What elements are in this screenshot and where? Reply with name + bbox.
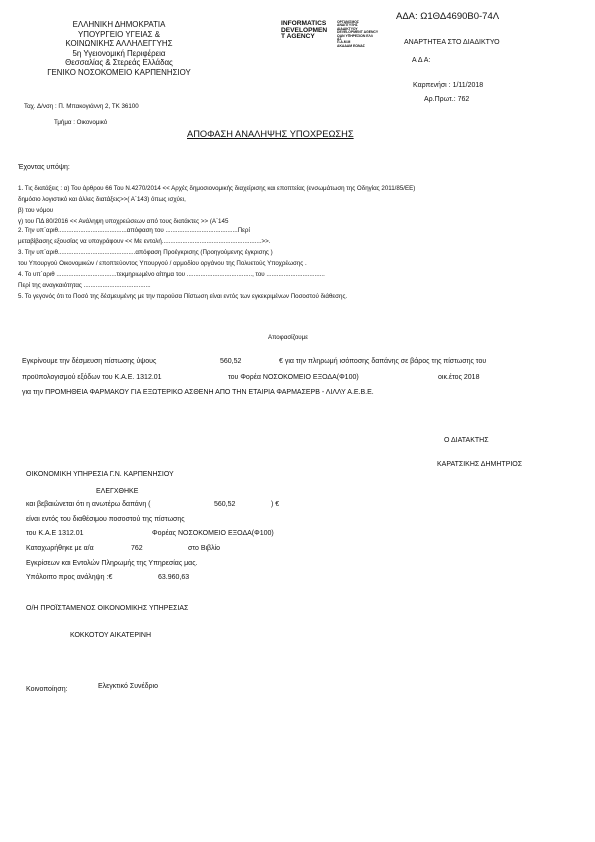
approve-amount: 560,52	[220, 358, 242, 365]
signatory-name: ΚΑΡΑΤΣΙΚΗΣ ΔΗΜΗΤΡΙΟΣ	[437, 461, 523, 468]
regard-item: 5. Το γεγονός ότι το Ποσό της δέσμευμένης με την παρούσα Πίστωση είναι εντός των εγκεκριμένων Ποσοστού διάθεσης.	[18, 293, 348, 300]
protocol-number: Αρ.Πρωτ.: 762	[424, 96, 470, 103]
approve-text: Εγκρίνουμε την δέσμευση πίστωσης ύψους	[22, 358, 157, 365]
logo-text-line: Π.Α.Μ.Μ	[337, 40, 351, 45]
finance-kae: του Κ.Α.Ε 1312.01	[26, 530, 84, 537]
finance-head-name: ΚΟΚΚΟΤΟΥ ΑΙΚΑΤΕΡΙΝΗ	[70, 632, 152, 639]
decide-heading: Αποφασίζουμε	[268, 334, 308, 341]
regard-item: γ) του ΠΔ 80/2016 << Ανάληψη υποχρεώσεων από τους διατάκτες >> (Α΄145	[18, 218, 229, 225]
finance-remaining: Υπόλοιπο προς ανάληψη :€	[26, 574, 113, 581]
regard-item: 4. Το υπ΄αριθ ...................................τεκμηριωμένο αίτημα του ......................................, του ..................................	[18, 271, 325, 278]
ada-label: Α Δ Α:	[412, 57, 431, 64]
signatory-role: Ο ΔΙΑΤΑΚΤΗΣ	[444, 437, 489, 444]
finance-book-title: Εγκρίσεων και Εντολών Πληρωμής της Υπηρεσίας μας.	[26, 560, 198, 567]
finance-checked: ΕΛΕΓΧΘΗΚΕ	[96, 488, 139, 495]
finance-within: είναι εντός του διαθέσιμου ποσοστού της πίστωσης	[26, 516, 185, 523]
logo-text-line: INFORMATICS	[281, 20, 327, 27]
finance-service: ΟΙΚΟΝΟΜΙΚΗ ΥΠΗΡΕΣΙΑ Γ.Ν. ΚΑΡΠΕΝΗΣΙΟΥ	[26, 471, 174, 478]
approve-year: οικ.έτος 2018	[438, 374, 480, 381]
finance-certify: και βεβαιώνεται ότι η ανωτέρω δαπάνη (	[26, 501, 151, 508]
regard-item: δημόσιο λογιστικό και άλλες διατάξεις>>( Α΄143) όπως ισχύει,	[18, 196, 186, 203]
issuer-address: Ταχ. Δ/νση : Π. Μπακογιάννη 2, ΤΚ 36100	[24, 103, 139, 110]
approve-budget: προϋπολογισμού εξόδων του Κ.Α.Ε. 1312.01	[22, 374, 162, 381]
logo-text-line: DEVELOPMEN	[281, 26, 328, 34]
agency-logo	[281, 21, 399, 49]
approve-text: € για την πληρωμή ισόποσης δαπάνης σε βάρος της πίστωσης του	[279, 358, 487, 365]
ada-number: ΑΔΑ: Ω1ΘΔ4690Β0-74Λ	[396, 11, 500, 22]
having-regard: Έχοντας υπόψη:	[18, 164, 70, 171]
finance-certify-currency: ) €	[271, 501, 280, 508]
finance-head-title: Ο/Η ΠΡΟΪΣΤΑΜΕΝΟΣ ΟΙΚΟΝΟΜΙΚΗΣ ΥΠΗΡΕΣΙΑΣ	[26, 605, 189, 612]
finance-remaining-amount: 63.960,63	[158, 574, 190, 581]
logo-text-line: ΑΝΑΠΤΥΞΗΣ	[337, 23, 358, 28]
logo-text-line: T AGENCY	[281, 33, 315, 41]
header-line: ΕΛΛΗΝΙΚΗ ΔΗΜΟΚΡΑΤΙΑ	[72, 20, 166, 29]
header-line: ΥΠΟΥΡΓΕΙΟ ΥΓΕΙΑΣ &	[77, 29, 161, 39]
issuer-department: Τμήμα : Οικονομικό	[54, 119, 108, 126]
finance-agency: Φορέας ΝΟΣΟΚΟΜΕΙΟ ΕΞΟΔΑ(Φ100)	[152, 530, 274, 537]
issuer-header	[24, 20, 214, 77]
approve-agency: του Φορέα ΝΟΣΟΚΟΜΕΙΟ ΕΞΟΔΑ(Φ100)	[228, 374, 359, 381]
regard-item: 2. Την υπ΄αριθ........................................απόφαση του ..........................................Περί	[18, 227, 250, 234]
header-line: 5η Υγειονομική Περιφέρεια	[72, 48, 166, 58]
regard-item: μεταβίβασης εξουσίας να υπογράφουν << Με εντολή..........................................................>>.	[18, 238, 271, 245]
posted-online-label: ΑΝΑΡΤΗΤΕΑ ΣΤΟ ΔΙΑΔΙΚΤΥΟ	[404, 39, 500, 46]
regard-item: Περί της αναγκαιότητας .......................................	[18, 282, 151, 289]
regard-item: 1. Τις διατάξεις : α) Του άρθρου 66 Του Ν.4270/2014 << Αρχές δημοσιονομικής διαχείρισης και εποπτείας (ενσωμάτωση της Οδηγίας 2011/85/ΕΕ)	[18, 185, 416, 192]
document-title: ΑΠΟΦΑΣΗ ΑΝΑΛΗΨΗΣ ΥΠΟΧΡΕΩΣΗΣ	[187, 129, 354, 139]
notify-label: Κοινοποίηση:	[26, 686, 68, 693]
logo-text-line: DEVELOPMENT AGENCY	[337, 30, 379, 35]
logo-text-line: ΩΑΝ ΥΠΗΡΕΣΙΩΝ ΕΛΛ	[337, 33, 374, 38]
logo-text-line: ΑΣ	[337, 37, 342, 42]
finance-book: στο Βιβλίο	[188, 545, 221, 552]
date-line: Καρπενήσι : 1/11/2018	[413, 82, 484, 89]
header-line: ΚΟΙΝΩΝΙΚΗΣ ΑΛΛΗΛΕΓΓΥΗΣ	[65, 39, 173, 48]
logo-text-line: ΔΙΑΔΙΚΤΥΟΥ	[337, 26, 358, 31]
approve-subject: για την ΠΡΟΜΗΘΕΙΑ ΦΑΡΜΑΚΟΥ ΓΙΑ ΕΞΩΤΕΡΙΚΟ ΑΣΘΕΝΗ ΑΠΟ ΤΗΝ ΕΤΑΙΡΙΑ ΦΑΡΜΑΣΕΡΒ - ΛΙΛΛΥ Α.Ε.Β.Ε.	[22, 389, 374, 396]
notify-recipient: Ελεγκτικό Συνέδριο	[98, 683, 158, 690]
regard-item: β) του νόμου	[18, 207, 54, 214]
finance-registry-number: 762	[131, 545, 143, 552]
finance-certify-amount: 560,52	[214, 501, 236, 508]
logo-text-line: ΟΡΓΑΝΙΣΜΟΣ	[337, 20, 359, 24]
header-line: Θεσσαλίας & Στερεάς Ελλάδας	[65, 58, 173, 67]
finance-registered: Καταχωρήθηκε με α/α	[26, 545, 94, 552]
regard-item: 3. Την υπ΄αριθ.............................................απόφαση Προέγκρισης (Προηγούμενης έγκρισης )	[18, 249, 273, 256]
header-line: ΓΕΝΙΚΟ ΝΟΣΟΚΟΜΕΙΟ ΚΑΡΠΕΝΗΣΙΟΥ	[47, 67, 191, 77]
logo-text-line: ΑΚΑΔΑΜ ΕΩΝΑΣ	[337, 43, 365, 48]
regard-item: του Υπουργού Οικονομικών / εποπτεύοντος Υπουργού / αρμοδίου οργάνου της Πολυετούς Υποχρέωσης .	[18, 260, 307, 267]
